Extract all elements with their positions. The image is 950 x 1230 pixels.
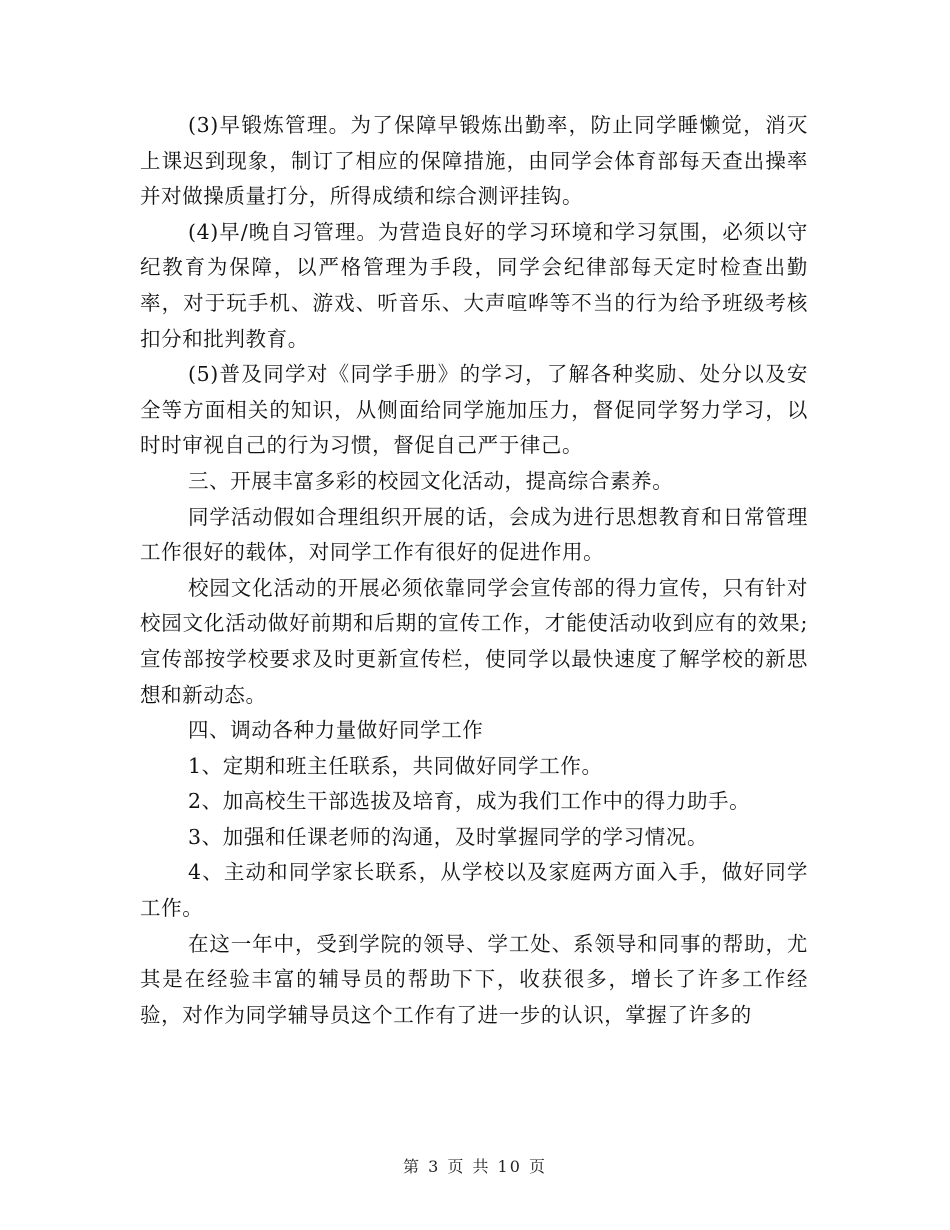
section-heading-campus-culture: 三、开展丰富多彩的校园文化活动，提高综合素养。: [188, 468, 674, 493]
paragraph-early-exercise: (3)早锻炼管理。为了保障早锻炼出勤率，防止同学睡懒觉，消灭上课迟到现象，制订了相应的保障措施，由同学会体育部每天查出操率并对做操质量打分，所得成绩和综合测评挂钩。: [140, 113, 808, 209]
list-item: 3、加强和任课老师的沟通，及时掌握同学的学习情况。: [188, 824, 709, 849]
page-number-footer: 第 3 页 共 10 页: [403, 1157, 547, 1176]
list-item: 1、定期和班主任联系，共同做好同学工作。: [188, 753, 603, 778]
paragraph-activities: 同学活动假如合理组织开展的话，会成为进行思想教育和日常管理工作很好的载体，对同学工作有很好的促进作用。: [140, 504, 808, 565]
paragraph-summary: 在这一年中，受到学院的领导、学工处、系领导和同事的帮助，尤其是在经验丰富的辅导员的帮助下下，收获很多，增长了许多工作经验，对作为同学辅导员这个工作有了进一步的认识，掌握了许多的: [140, 931, 808, 1027]
list-item: 2、加高校生干部选拔及培育，成为我们工作中的得力助手。: [188, 789, 751, 814]
paragraph-publicity: 校园文化活动的开展必须依靠同学会宣传部的得力宣传，只有针对校园文化活动做好前期和后期的宣传工作，才能使活动收到应有的效果;宣传部按学校要求及时更新宣传栏，使同学以最快速度了解学校的新思想和新动态。: [140, 575, 808, 707]
document-body: [140, 108, 808, 1033]
paragraph-self-study: (4)早/晚自习管理。为营造良好的学习环境和学习氛围，必须以守纪教育为保障，以严格管理为手段，同学会纪律部每天定时检查出勤率，对于玩手机、游戏、听音乐、大声喧哗等不当的行为给予班级考核扣分和批判教育。: [140, 219, 808, 351]
list-item: 4、主动和同学家长联系，从学校以及家庭两方面入手，做好同学工作。: [140, 860, 808, 921]
paragraph-handbook: (5)普及同学对《同学手册》的学习，了解各种奖励、处分以及安全等方面相关的知识，从侧面给同学施加压力，督促同学努力学习，以时时审视自己的行为习惯，督促自己严于律己。: [140, 362, 808, 458]
section-heading-mobilize: 四、调动各种力量做好同学工作: [188, 718, 484, 743]
